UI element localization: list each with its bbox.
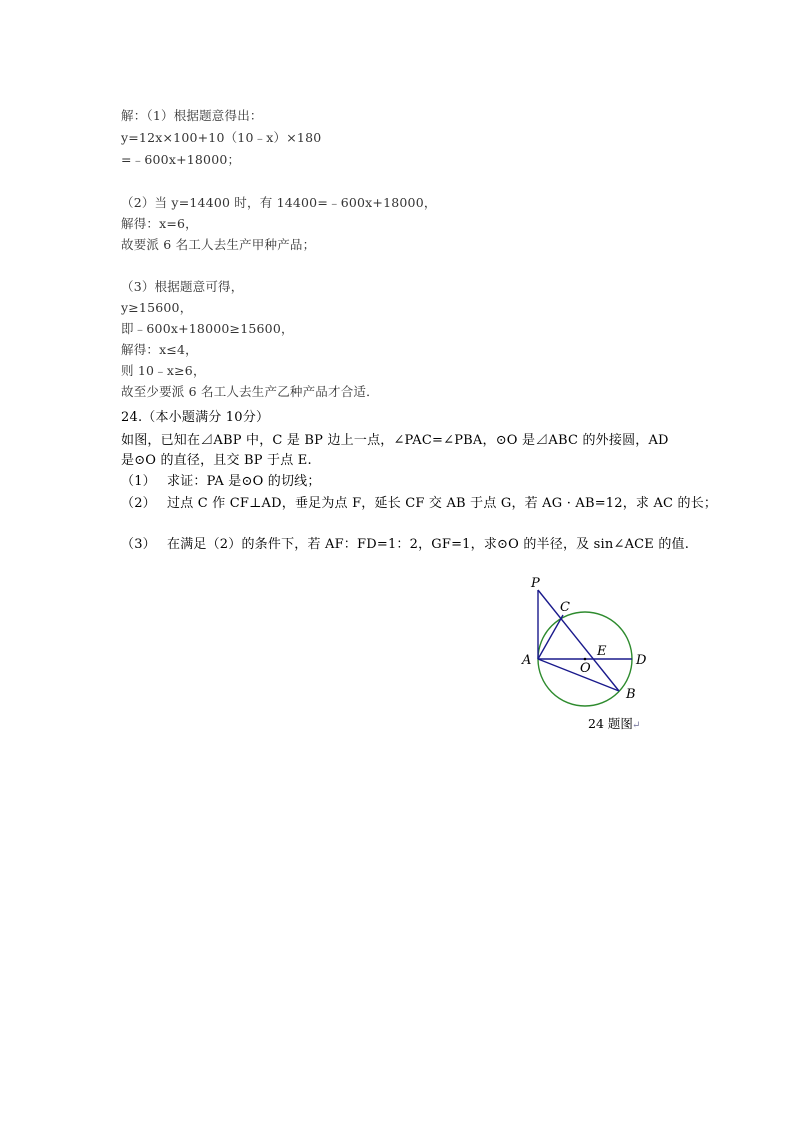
label-b: B: [626, 687, 636, 702]
label-a: A: [522, 653, 532, 668]
problem-stem: 如图，已知在⊿ABP 中，C 是 BP 边上一点，∠PAC=∠PBA，⊙O 是⊿ABC 的外接圆，AD: [121, 433, 669, 448]
solution-line: 故要派 6 名工人去生产甲种产品；: [121, 237, 316, 252]
part-text: 过点 C 作 CF⊥AD，垂足为点 F，延长 CF 交 AB 于点 G，若 AG · AB=12，求 AC 的长；: [167, 496, 718, 511]
segment-pb: [538, 590, 619, 691]
geometry-figure: [500, 570, 680, 740]
solution-line: （2）当 y=14400 时，有 14400=﹣600x+18000，: [121, 195, 437, 210]
figure-caption: 24 题图: [588, 716, 633, 731]
solution-line: 即﹣600x+18000≥15600，: [121, 321, 294, 336]
solution-line: （3）根据题意可得，: [121, 279, 244, 294]
center-point: [584, 658, 587, 661]
label-e: E: [597, 644, 607, 659]
solution-line: y≥15600，: [121, 300, 193, 315]
part-number: （2）: [121, 496, 156, 511]
segment-ac: [538, 615, 563, 659]
problem-stem: 是⊙O 的直径，且交 BP 于点 E.: [121, 453, 312, 468]
problem-part-1: [121, 473, 321, 491]
solution-line: 故至少要派 6 名工人去生产乙种产品才合适．: [121, 384, 379, 399]
label-p: P: [531, 576, 540, 591]
problem-heading: 24.（本小题满分 10分）: [121, 410, 270, 425]
problem-part-3: [121, 536, 689, 554]
solution-line: 解得：x≤4，: [121, 342, 198, 357]
solution-line: =﹣600x+18000；: [121, 152, 241, 167]
solution-line: 解：（1）根据题意得出：: [121, 108, 263, 123]
part-number: （3）: [121, 537, 156, 552]
label-c: C: [560, 600, 570, 615]
paragraph-mark-icon: ↵: [632, 720, 641, 731]
solution-line: 则 10﹣x≥6，: [121, 363, 206, 378]
part-text: 在满足（2）的条件下，若 AF：FD=1：2，GF=1，求⊙O 的半径，及 sin∠ACE 的值.: [167, 537, 690, 552]
solution-line: 解得：x=6，: [121, 216, 198, 231]
problem-part-2: [121, 495, 717, 513]
label-d: D: [636, 653, 647, 668]
part-text: 求证：PA 是⊙O 的切线；: [167, 474, 321, 489]
part-number: （1）: [121, 474, 156, 489]
label-o: O: [580, 661, 591, 676]
solution-line: y=12x×100+10（10﹣x）×180: [121, 130, 322, 145]
